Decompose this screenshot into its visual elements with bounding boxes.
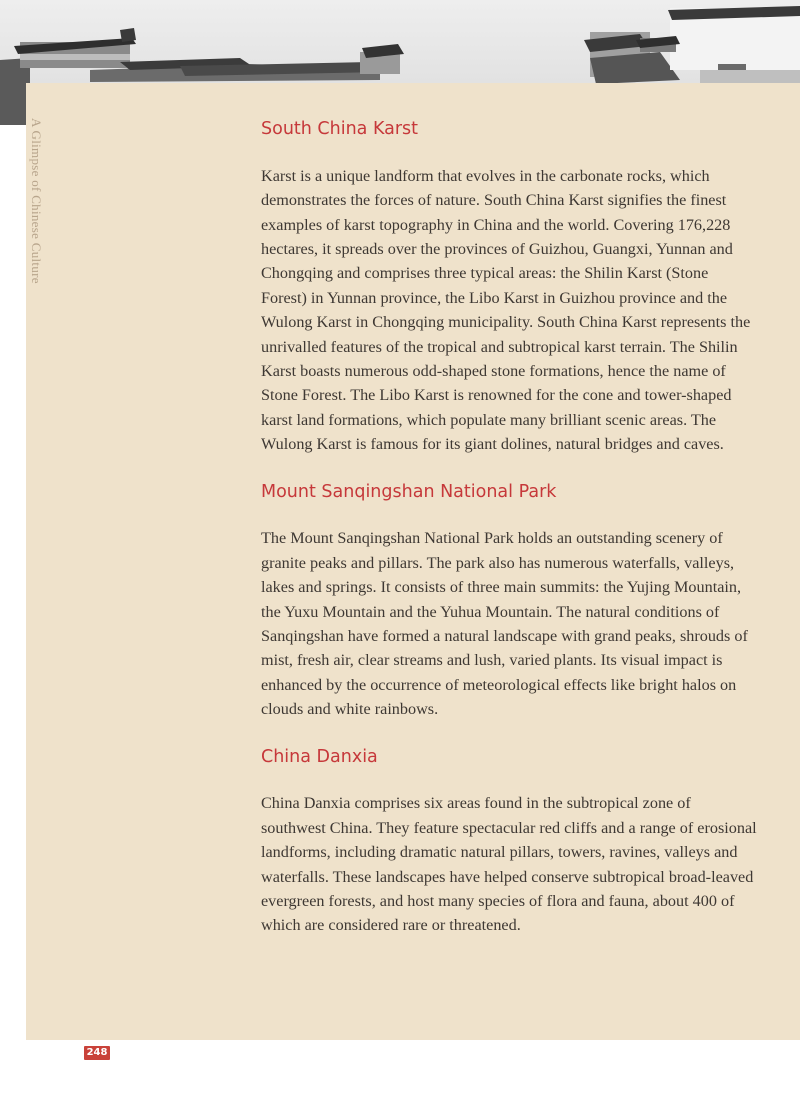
running-head: A Glimpse of Chinese Culture xyxy=(29,118,44,284)
section-china-danxia xyxy=(261,746,757,938)
section-body: Karst is a unique landform that evolves in the carbonate rocks, which demonstrates the forces of nature. South China Karst signifies the finest examples of karst topography in China and the world. Covering 176,228 hectares, it spreads over the provinces of Guizhou, Guangxi, Yunnan and Chongqing and comprises three typical areas: the Shilin Karst (Stone Forest) in Yunnan province, the Libo Karst in Guizhou province and the Wulong Karst in Chongqing municipality. South China Karst represents the unrivalled features of the tropical and subtropical karst terrain. The Shilin Karst boasts numerous odd-shaped stone formations, hence the name of Stone Forest. The Libo Karst is renowned for the cone and tower-shaped karst land formations, which populate many brilliant scenic areas. The Wulong Karst is famous for its giant dolines, natural bridges and caves. xyxy=(261,166,751,454)
section-mount-sanqingshan xyxy=(261,481,757,722)
section-body: The Mount Sanqingshan National Park holds an outstanding scenery of granite peaks and pillars. The park also has numerous waterfalls, valleys, lakes and springs. It consists of three main summits: the Yujing Mountain, the Yuxu Mountain and the Yuhua Mountain. The natural conditions of Sanqingshan have formed a natural landscape with grand peaks, shrouds of mist, fresh air, clear streams and lush, varied plants. Its visual impact is enhanced by the occurrence of meteorological effects like bright halos on clouds and white rainbows. xyxy=(261,529,748,719)
section-body: China Danxia comprises six areas found in the subtropical zone of southwest China. They feature spectacular red cliffs and a range of erosional landforms, including dramatic natural pillars, towers, ravines, valleys and waterfalls. These landscapes have helped conserve subtropical broad-leaved evergreen forests, and host many species of flora and fauna, about 400 of which are considered rare or threatened. xyxy=(261,794,757,935)
section-heading: South China Karst xyxy=(261,119,419,139)
section-south-china-karst xyxy=(261,118,757,457)
page-number-badge: 248 xyxy=(84,1046,110,1060)
article-content xyxy=(261,118,757,938)
section-heading: Mount Sanqingshan National Park xyxy=(261,481,557,502)
section-heading: China Danxia xyxy=(261,746,378,767)
